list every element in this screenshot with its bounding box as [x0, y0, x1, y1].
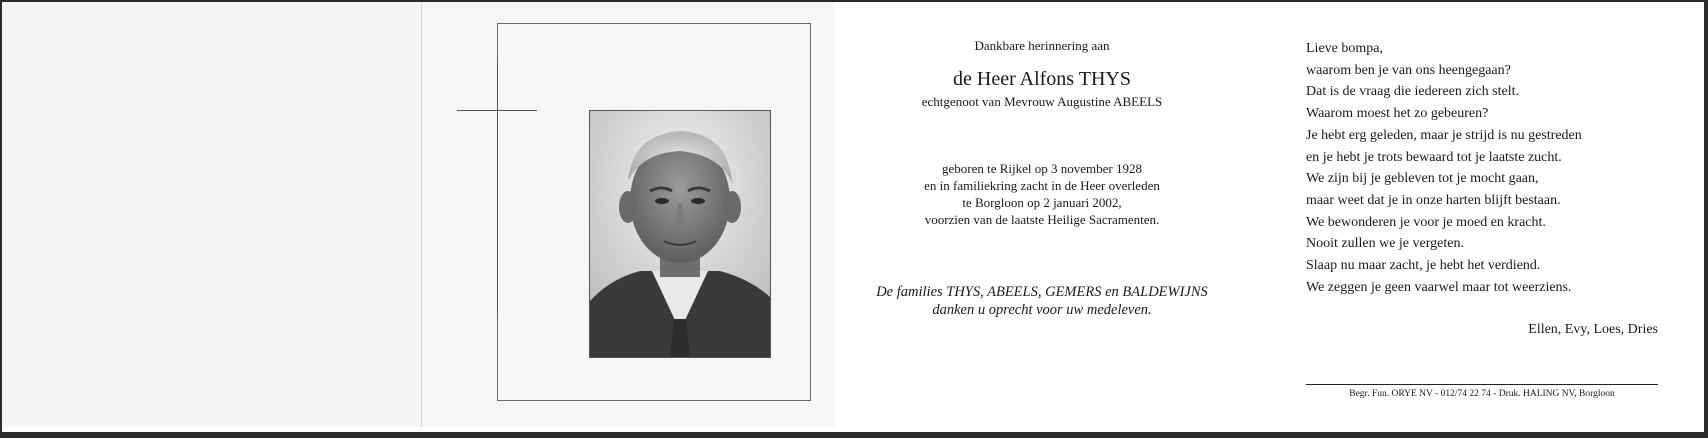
spouse-line: echtgenoot van Mevrouw Augustine ABEELS — [921, 94, 1163, 109]
printer-credit: Begr. Fun. ORYE NV - 012/74 22 74 - Druk. HALING NV, Borgloon — [1349, 389, 1615, 399]
blank-left-panel — [2, 2, 422, 427]
poem-line: Nooit zullen we je vergeten. — [1306, 236, 1464, 252]
poem-line: Je hebt erg geleden, maar je strijd is nu gestreden — [1306, 127, 1582, 143]
poem-line: Waarom moest het zo gebeuren? — [1306, 106, 1489, 122]
thanks-line: danken u oprecht voor uw medeleven. — [932, 302, 1152, 318]
portrait-photo — [589, 110, 771, 358]
bio-line: geboren te Rijkel op 3 november 1928 — [941, 161, 1142, 176]
biography-text — [872, 160, 1212, 228]
intro-text: Dankbare herinnering aan — [974, 38, 1110, 53]
poem — [1306, 38, 1582, 298]
poem-line: maar weet dat je in onze harten blijft bestaan. — [1306, 192, 1561, 208]
cross-icon-vertical — [497, 58, 498, 318]
poem-line: We zijn bij je gebleven tot je mocht gaan, — [1306, 171, 1539, 187]
poem-line: We zeggen je geen vaarwel maar tot weerziens. — [1306, 279, 1572, 295]
poem-line: Slaap nu maar zacht, je hebt het verdiend. — [1306, 258, 1541, 274]
family-thanks — [862, 283, 1222, 319]
poem-line: en je hebt je trots bewaard tot je laatste zucht. — [1306, 149, 1562, 165]
bio-line: en in familiekring zacht in de Heer overleden — [924, 178, 1160, 193]
fold-line — [421, 2, 422, 427]
poem-line: Dat is de vraag die iedereen zich stelt. — [1306, 84, 1520, 100]
poem-line: We bewonderen je voor je moed en kracht. — [1306, 214, 1546, 230]
grandchildren-signature: Ellen, Evy, Loes, Dries — [1528, 322, 1658, 337]
cross-icon-horizontal — [457, 110, 537, 111]
portrait-image — [590, 111, 770, 357]
poem-line: waarom ben je van ons heengegaan? — [1306, 62, 1511, 78]
deceased-name: de Heer Alfons THYS — [953, 68, 1131, 90]
footer-divider — [1306, 384, 1658, 385]
bio-line: voorzien van de laatste Heilige Sacramenten. — [924, 212, 1160, 227]
bio-line: te Borgloon op 2 januari 2002, — [962, 195, 1122, 210]
thanks-line: De families THYS, ABEELS, GEMERS en BALDEWIJNS — [876, 284, 1208, 300]
poem-line: Lieve bompa, — [1306, 41, 1383, 56]
